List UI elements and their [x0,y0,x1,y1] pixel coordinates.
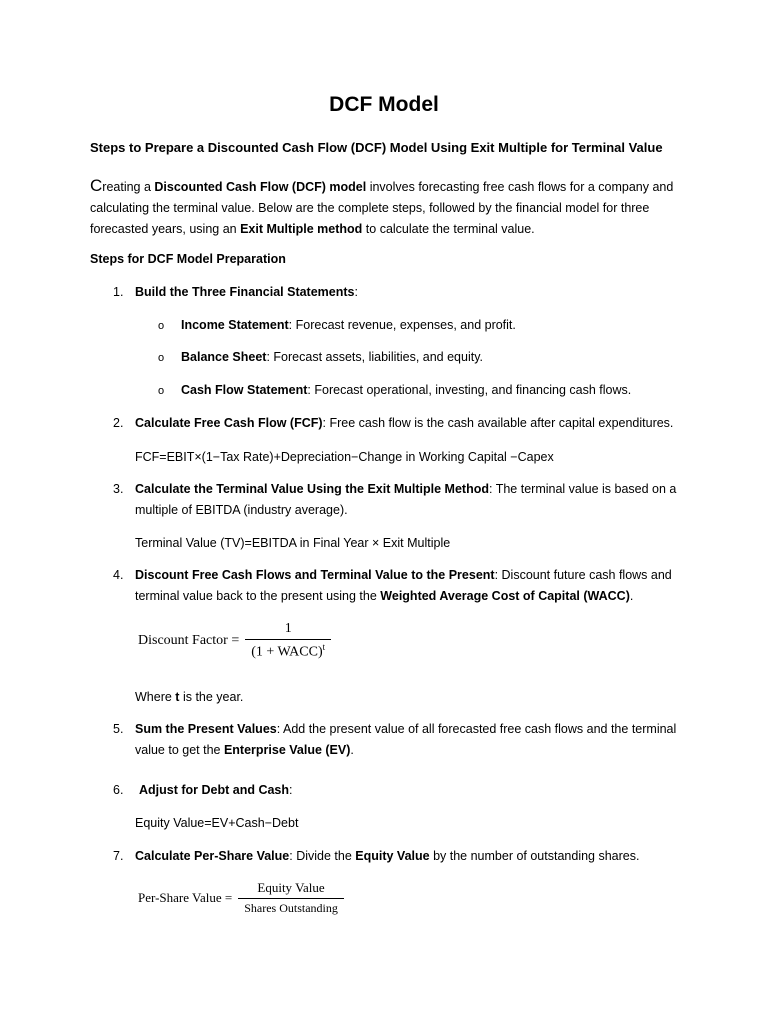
bullet-balance-sheet [181,350,483,364]
bullet-marker: o [158,385,165,397]
step-4-number: 4. [113,568,124,582]
step-2-rest: : Free cash flow is the cash available after capital expenditures. [322,416,674,430]
formula-numerator: Equity Value [257,880,325,895]
bullet-income-statement [181,318,516,332]
intro-paragraph [90,175,690,240]
step-4-text [135,565,690,607]
formula-denominator-base: (1 + WACC) [251,644,323,660]
intro-text-3: to calculate the terminal value. [362,222,535,236]
where-text-2: is the year. [179,690,244,704]
formula-fraction [245,621,331,661]
step-7-bold: Calculate Per-Share Value [135,849,290,863]
where-text-1: Where [135,690,176,704]
formula-numerator: 1 [284,621,292,636]
bullet-bold: Balance Sheet [181,350,267,364]
intro-bold-2: Exit Multiple method [240,222,363,236]
formula-denominator: Shares Outstanding [238,898,344,916]
step-6-text [139,783,293,797]
intro-bold-1: Discounted Cash Flow (DCF) model [154,180,367,194]
bullet-bold: Cash Flow Statement [181,383,308,397]
formula-lhs: Discount Factor = [138,632,240,648]
intro-text-1: reating a [102,180,155,194]
bullet-bold: Income Statement [181,318,289,332]
step-5-rest-1: : Add the present value of all forecasted free cash flows and the terminal value to get the [135,722,677,757]
formula-denominator [245,639,331,661]
step-3-rest: : The terminal value is based on a multiple of EBITDA (industry average). [135,482,677,517]
step-3-number: 3. [113,482,124,496]
page-subtitle: Steps to Prepare a Discounted Cash Flow (DCF) Model Using Exit Multiple for Terminal Value [90,140,663,155]
step-6-rest: : [289,783,293,797]
step-4-bold-2: Weighted Average Cost of Capital (WACC) [380,589,630,603]
where-line [135,690,243,704]
step-1-number: 1. [113,285,124,299]
step-3-bold: Calculate the Terminal Value Using the Exit Multiple Method [135,482,489,496]
page-title: DCF Model [329,93,439,116]
step-2-bold: Calculate Free Cash Flow (FCF) [135,416,323,430]
discount-factor-formula [138,621,331,661]
bullet-marker: o [158,320,165,332]
bullet-rest: : Forecast revenue, expenses, and profit. [288,318,516,332]
step-5-number: 5. [113,722,124,736]
step-4-bold: Discount Free Cash Flows and Terminal Value to the Present [135,568,495,582]
step-3-text [135,479,690,521]
bullet-marker: o [158,352,165,364]
terminal-value-formula: Terminal Value (TV)=EBITDA in Final Year × Exit Multiple [135,536,451,550]
step-1-rest: : [354,285,358,299]
step-7-rest-1: : Divide the [289,849,356,863]
step-1-text [135,285,358,299]
step-4-rest-1: : Discount future cash flows and terminal value back to the present using the [135,568,672,603]
step-7-rest-2: by the number of outstanding shares. [429,849,640,863]
bullet-rest: : Forecast assets, liabilities, and equity. [266,350,484,364]
per-share-formula [138,880,344,916]
bullet-cash-flow-statement [181,383,631,397]
formula-fraction [238,880,344,916]
step-4-rest-2: . [629,589,634,603]
step-2-number: 2. [113,416,124,430]
intro-text-2: involves forecasting free cash flows for a company and calculating the terminal value. Below are the complete steps, followed by the financial model for three forecasted years, using an [90,180,674,236]
bullet-rest: : Forecast operational, investing, and financing cash flows. [307,383,632,397]
step-5-rest-2: . [350,743,354,757]
step-2-text [135,416,673,430]
step-7-text [135,849,639,863]
step-7-number: 7. [113,849,124,863]
intro-dropcap: C [90,176,103,195]
step-5-bold-2: Enterprise Value (EV) [223,743,351,757]
step-6-number: 6. [113,783,124,797]
step-1-bold: Build the Three Financial Statements [135,285,355,299]
steps-heading: Steps for DCF Model Preparation [90,252,286,266]
formula-lhs: Per-Share Value = [138,890,233,905]
step-5-bold: Sum the Present Values [135,722,277,736]
where-bold: t [175,690,180,704]
step-6-bold: Adjust for Debt and Cash [139,783,290,797]
equity-value-formula: Equity Value=EV+Cash−Debt [135,816,299,830]
fcf-formula: FCF=EBIT×(1−Tax Rate)+Depreciation−Change in Working Capital −Capex [135,450,554,464]
formula-exponent: t [322,642,326,652]
step-5-text [135,719,690,761]
step-7-bold-2: Equity Value [355,849,430,863]
